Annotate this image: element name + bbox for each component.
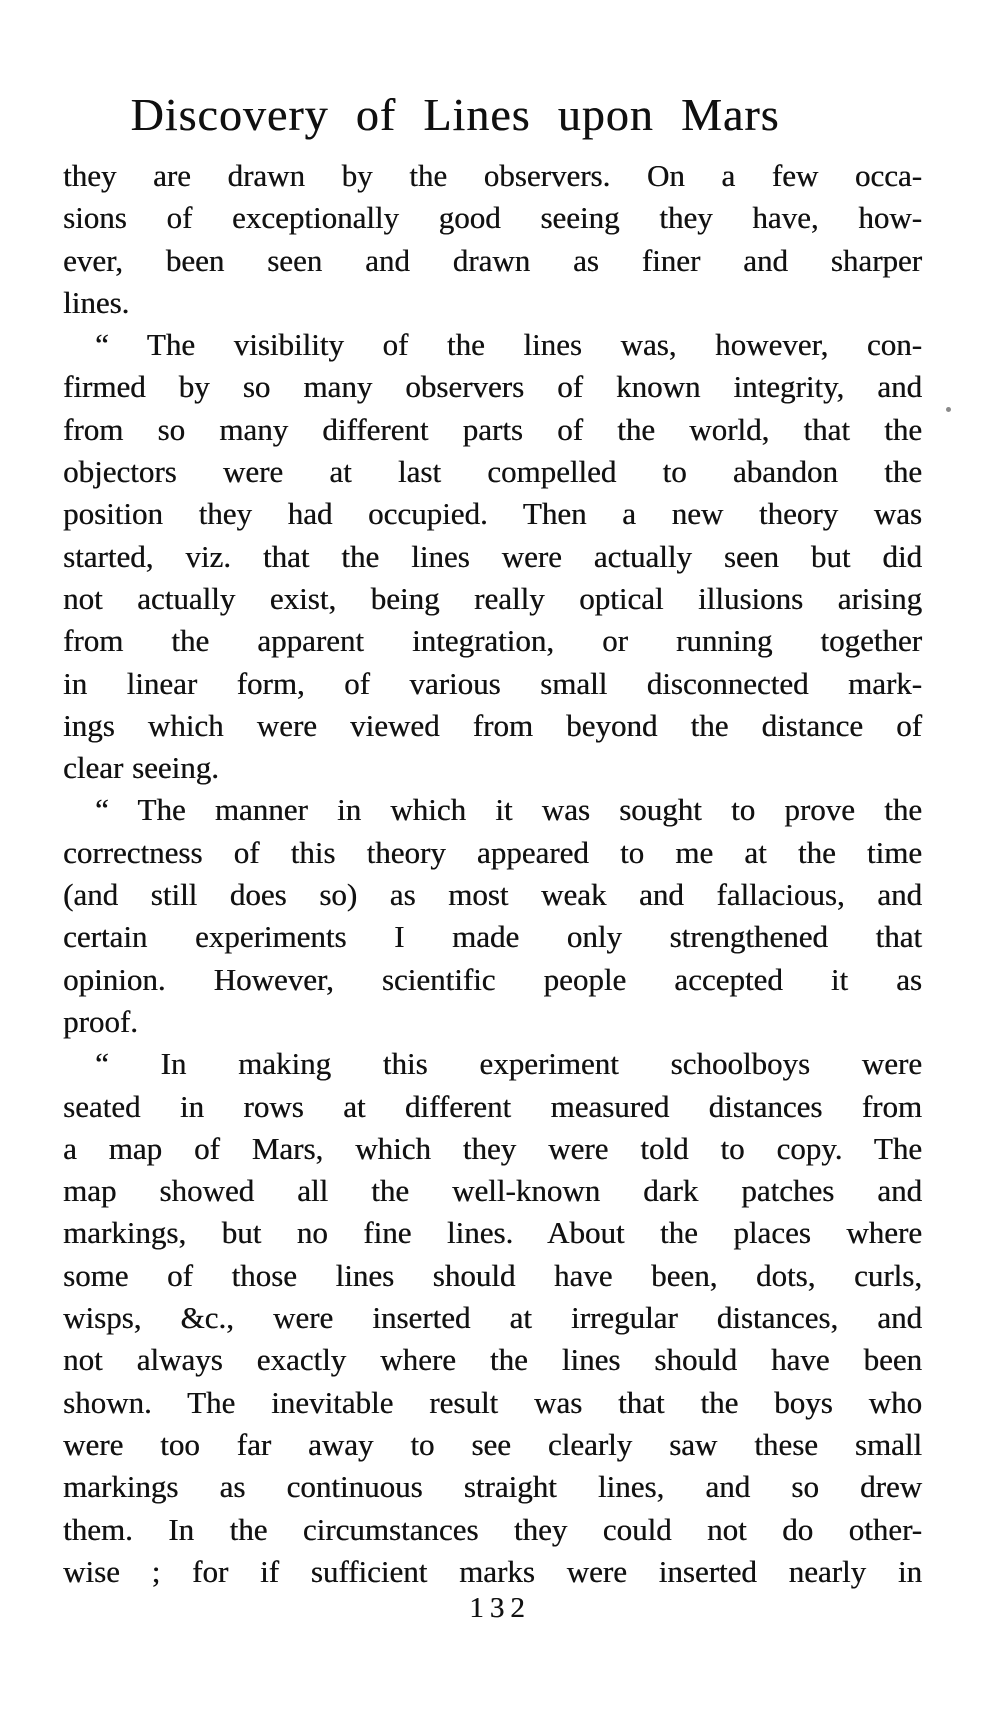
text-line: (and still does so) as most weak and fallacious, and bbox=[63, 877, 922, 913]
text-line: certain experiments I made only strengthened that bbox=[63, 919, 922, 955]
text-line: were too far away to see clearly saw these small bbox=[63, 1426, 922, 1462]
text-line: ever, been seen and drawn as finer and sharper bbox=[63, 242, 922, 278]
page-number: 132 bbox=[469, 1592, 531, 1624]
text-line: “ The manner in which it was sought to prove the bbox=[95, 792, 922, 828]
text-line: wise ; for if sufficient marks were inserted nearly in bbox=[63, 1553, 922, 1589]
text-line: shown. The inevitable result was that the boys who bbox=[63, 1384, 922, 1420]
text-line: proof. bbox=[63, 1003, 138, 1039]
text-line: some of those lines should have been, dots, curls, bbox=[63, 1257, 922, 1293]
text-line: map showed all the well-known dark patches and bbox=[63, 1173, 922, 1209]
scan-speck bbox=[946, 407, 951, 412]
text-line: position they had occupied. Then a new theory was bbox=[63, 496, 922, 532]
text-line: they are drawn by the observers. On a few occa- bbox=[63, 158, 922, 193]
text-line: wisps, &c., were inserted at irregular distances, and bbox=[63, 1300, 922, 1336]
text-line: started, viz. that the lines were actually seen but did bbox=[63, 538, 922, 574]
text-line: “ In making this experiment schoolboys were bbox=[95, 1046, 922, 1082]
text-line: objectors were at last compelled to abandon the bbox=[63, 454, 922, 490]
text-line: markings, but no fine lines. About the places where bbox=[63, 1215, 922, 1251]
text-line: markings as continuous straight lines, and so drew bbox=[63, 1469, 922, 1505]
text-line: them. In the circumstances they could not do other- bbox=[63, 1511, 922, 1547]
text-line: firmed by so many observers of known integrity, and bbox=[63, 369, 922, 405]
text-line: from so many different parts of the world, that the bbox=[63, 411, 922, 447]
text-line: ings which were viewed from beyond the distance of bbox=[63, 707, 922, 743]
text-line: correctness of this theory appeared to me at the time bbox=[63, 834, 922, 870]
text-line: not actually exist, being really optical illusions arising bbox=[63, 580, 922, 616]
text-line: “ The visibility of the lines was, however, con- bbox=[95, 327, 922, 363]
text-line: a map of Mars, which they were told to copy. The bbox=[63, 1130, 922, 1166]
text-line: not always exactly where the lines should have been bbox=[63, 1342, 922, 1378]
page-title: Discovery of Lines upon Mars bbox=[130, 89, 780, 140]
page-body bbox=[63, 155, 922, 1593]
text-line: seated in rows at different measured distances from bbox=[63, 1088, 922, 1124]
text-line: in linear form, of various small disconnected mark- bbox=[63, 665, 922, 701]
text-line: lines. bbox=[63, 284, 130, 320]
text-line: from the apparent integration, or running together bbox=[63, 623, 922, 659]
text-line: clear seeing. bbox=[63, 750, 219, 786]
text-line: opinion. However, scientific people accepted it as bbox=[63, 961, 922, 997]
text-line: sions of exceptionally good seeing they have, how- bbox=[63, 200, 922, 236]
